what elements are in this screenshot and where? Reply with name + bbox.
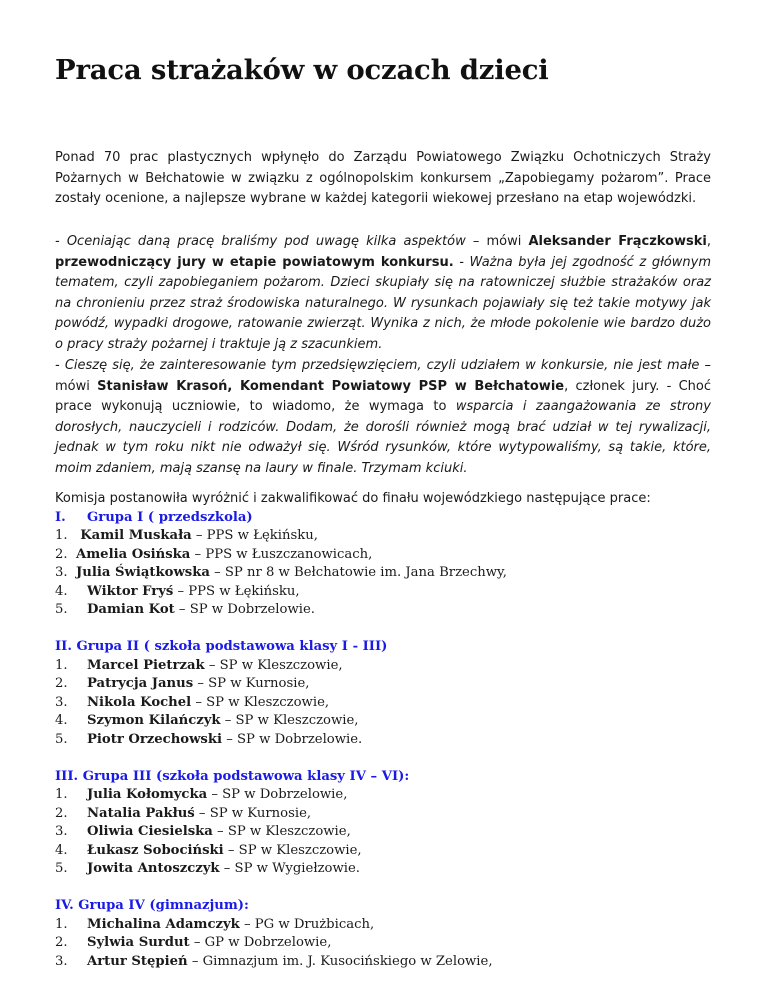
speaker-role: , członek jury. - Choć prace wykonują uczniowie, to wiadomo, że wymaga to [55,378,711,414]
list-item [55,583,715,602]
school-name: – PG w Drużbicach, [239,916,375,932]
quote-attribution: mówi [55,378,98,394]
item-number: 1. [55,657,68,673]
list-item [55,805,715,824]
student-name: Marcel Pietrzak [87,657,205,673]
list-item [55,675,715,694]
item-number: 3. [55,824,68,839]
school-name: – PPS w Łękińsku, [191,528,318,543]
student-name: Artur Stępień [87,953,188,969]
item-number: 5. [55,731,68,747]
school-name: – SP w Kurnosie, [193,676,310,691]
group-section [55,638,715,749]
list-item [55,786,715,805]
quote-attribution: – mówi [465,234,529,249]
item-number: 1. [55,916,68,932]
group-section [55,509,715,620]
list-item [55,934,715,953]
winners-intro: Komisja postanowiła wyróżnić i zakwalifikować do finału wojewódzkiego następujące prace: [55,491,651,506]
group-title: Grupa I ( przedszkola) [87,509,253,525]
group-heading [55,897,715,916]
winners-lists [55,490,715,971]
quote-text: - Cieszę się, że zainteresowanie tym przedsięwzięciem, czyli udziałem w konkursie, nie jest małe – [55,358,711,373]
item-number: 3. [55,565,68,580]
item-number: 5. [55,861,68,876]
list-item [55,546,715,565]
item-number: 2. [55,935,68,950]
school-name: – SP w Kleszczowie, [220,713,359,728]
school-name: – SP w Kurnosie, [194,805,312,821]
item-number: 5. [55,602,68,617]
item-number: 2. [55,805,68,821]
school-name: – PPS w Łuszczanowicach, [190,546,373,562]
school-name: – SP w Dobrzelowie. [174,602,315,617]
student-name: Patrycja Janus [87,676,194,691]
list-item [55,953,715,972]
group-number: II. [55,639,72,654]
list-item [55,712,715,731]
quote-text-continued: wsparcia i zaangażowania ze strony dorosłych, nauczycieli i rodziców. Dodam, że dorośli również mogą brać udział w tej rywalizacji, jednak w tym roku nikt nie odważył się. Wśród rysunków, które wytypowaliśmy, są takie, które, moim zdaniem, mają szansę na laury w finale. Trzymam kciuki. [55,399,711,476]
list-item [55,860,715,879]
group-heading [55,768,715,787]
quote-text-continued: - Ważna była jej zgodność z głównym tematem, czyli zapobieganiem pożarom. Dzieci skupiały się na ratowniczej służbie strażaków oraz na chronieniu przez straż środowiska naturalnego. W rysunkach pojawiały się też takie motywy jak powódź, wypadki drogowe, ratowanie zwierząt. Wynika z nich, że młode pokolenie wie bardzo dużo o pracy straży pożarnej i traktuje ją z szacunkiem. [55,254,711,352]
list-item [55,694,715,713]
group-heading [55,638,715,657]
student-name: Wiktor Fryś [87,583,174,599]
school-name: – SP nr 8 w Bełchatowie im. Jana Brzechwy, [209,565,507,580]
student-name: Natalia Pakłuś [87,805,195,821]
list-item [55,564,715,583]
student-name: Michalina Adamczyk [87,916,240,932]
group-number: I. [55,509,66,525]
group-section [55,897,715,971]
list-item [55,823,715,842]
speaker-name: Aleksander Frączkowski [528,234,707,249]
page-title: Praca strażaków w oczach dzieci [55,54,549,86]
quote-text: - Oceniając daną pracę braliśmy pod uwagę kilka aspektów [55,234,466,249]
separator: , [706,234,711,249]
student-name: Jowita Antoszczyk [87,861,220,876]
school-name: – SP w Kleszczowie, [191,694,330,710]
group-title: Grupa IV (gimnazjum): [78,898,249,913]
group-section [55,768,715,879]
student-name: Sylwia Surdut [87,935,190,950]
speaker-name: Stanisław Krasoń, Komendant Powiatowy PSP w Bełchatowie [97,378,565,394]
group-title: Grupa III (szkoła podstawowa klasy IV – VI): [82,768,410,784]
school-name: – SP w Kleszczowie, [204,657,343,673]
item-number: 3. [55,953,68,969]
item-number: 1. [55,528,68,543]
school-name: – SP w Dobrzelowie, [207,787,348,802]
list-item [55,527,715,546]
student-name: Amelia Osińska [76,546,191,562]
school-name: – SP w Kleszczowie, [212,824,351,839]
group-heading [55,509,715,528]
school-name: – Gimnazjum im. J. Kusocińskiego w Zelowie, [187,953,493,969]
speaker-role: przewodniczący jury w etapie powiatowym konkursu. [55,254,454,270]
item-number: 1. [55,787,68,802]
school-name: – SP w Kleszczowie, [223,842,362,858]
group-number: IV. [55,898,74,913]
list-item [55,601,715,620]
school-name: – PPS w Łękińsku, [173,583,300,599]
group-title: Grupa II ( szkoła podstawowa klasy I - III) [76,639,388,654]
quote-paragraph-krason [55,356,711,479]
item-number: 2. [55,546,68,562]
quote-paragraph-fraczkowski [55,232,711,355]
student-name: Oliwia Ciesielska [87,824,213,839]
student-name: Julia Świątkowska [76,565,210,580]
item-number: 4. [55,842,68,858]
item-number: 2. [55,676,68,691]
item-number: 3. [55,694,68,710]
list-item [55,657,715,676]
student-name: Szymon Kilańczyk [87,713,221,728]
student-name: Nikola Kochel [87,694,192,710]
list-item [55,916,715,935]
group-number: III. [55,768,79,784]
item-number: 4. [55,713,68,728]
school-name: – GP w Dobrzelowie, [189,935,332,950]
student-name: Julia Kołomycka [87,787,208,802]
student-name: Damian Kot [87,602,175,617]
school-name: – SP w Dobrzelowie. [222,731,363,747]
item-number: 4. [55,583,68,599]
student-name: Kamil Muskała [80,528,192,543]
school-name: – SP w Wygiełzowie. [219,861,360,876]
student-name: Piotr Orzechowski [87,731,223,747]
list-item [55,842,715,861]
intro-paragraph: Ponad 70 prac plastycznych wpłynęło do Zarządu Powiatowego Związku Ochotniczych Straży Pożarnych w Bełchatowie w związku z ogólnopolskim konkursem „Zapobiegamy pożarom”. Prace zostały ocenione, a najlepsze wybrane w każdej kategorii wiekowej przesłano na etap wojewódzki. [55,150,711,206]
student-name: Łukasz Sobociński [87,842,224,858]
list-item [55,731,715,750]
